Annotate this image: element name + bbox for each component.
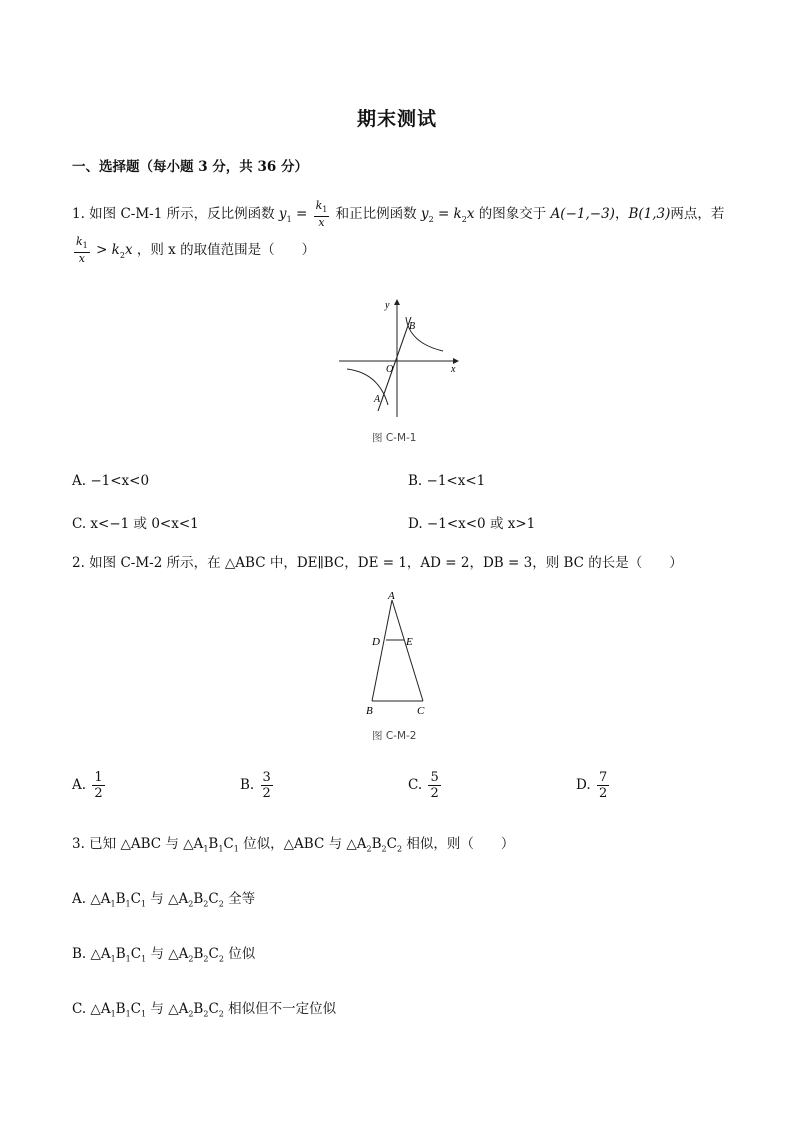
q2-option-c-num: 5 xyxy=(430,770,439,785)
q3-opt-a-t1: 2 xyxy=(188,899,194,909)
q3-opt-c-b2: B xyxy=(193,1001,204,1017)
q3-opt-a-prefix: A. △A xyxy=(72,891,111,907)
q1-option-d[interactable]: D. −1<x<0 或 x>1 xyxy=(408,516,536,532)
q1-y2-eq: = k xyxy=(437,206,462,223)
q3-option-b[interactable] xyxy=(72,942,255,964)
q2-option-d-den: 2 xyxy=(598,786,608,801)
q3-opt-a-tail: 全等 xyxy=(223,891,256,907)
q2-option-d[interactable] xyxy=(576,770,611,801)
q1-option-b[interactable]: B. −1<x<1 xyxy=(408,473,486,489)
q2-option-b-letter: B. xyxy=(240,777,255,793)
fig1-label-a: A xyxy=(374,394,381,405)
q3-a1-sub: 1 xyxy=(203,844,209,854)
q1-ineq-num-sub: 1 xyxy=(82,241,88,251)
q3-opt-a-yu: 与 △A xyxy=(146,891,189,907)
q3-opt-c-t3: 2 xyxy=(218,1009,224,1019)
q1-ineq-gt: > k xyxy=(96,242,120,259)
q1-option-c[interactable]: C. x<−1 或 0<x<1 xyxy=(72,516,199,532)
q3-opt-a-c2: C xyxy=(208,891,219,907)
q3-opt-a-t2: 2 xyxy=(203,899,209,909)
q2-option-a-letter: A. xyxy=(72,777,87,793)
q3-opt-c-yu: 与 △A xyxy=(146,1001,189,1017)
q3-opt-c-t2: 2 xyxy=(203,1009,209,1019)
q3-opt-b-t2: 2 xyxy=(203,954,209,964)
q2-option-a-fraction xyxy=(92,770,104,801)
q2-option-c-letter: C. xyxy=(408,777,423,793)
figure-c-m-1-caption: 图 C-M-1 xyxy=(372,432,417,444)
y-axis-arrow xyxy=(394,299,400,305)
q3-b2-sub: 2 xyxy=(381,844,387,854)
q3-option-a[interactable] xyxy=(72,887,255,909)
q3-opt-b-tail: 位似 xyxy=(223,946,256,962)
q3-opt-a-c1: C xyxy=(130,891,141,907)
q3-opt-b-b1: B xyxy=(115,946,126,962)
q1-point-b: B(1,3) xyxy=(628,206,671,223)
q1-ineq-num: k xyxy=(76,235,83,248)
q2-option-c-den: 2 xyxy=(430,786,439,801)
q1-comma: ， xyxy=(614,206,629,223)
figure-c-m-2-caption: 图 C-M-2 xyxy=(372,730,417,742)
q1-mid: 和正比例函数 xyxy=(335,206,417,223)
q3-opt-a-s1: 1 xyxy=(110,899,116,909)
q2-option-d-letter: D. xyxy=(576,777,591,793)
fig2-label-c: C xyxy=(417,705,425,717)
q3-opt-b-yu: 与 △A xyxy=(146,946,189,962)
q1-y2-x: x xyxy=(466,206,475,223)
side-ac xyxy=(392,600,423,701)
q2-option-c-fraction xyxy=(428,770,440,801)
q3-opt-c-c2: C xyxy=(208,1001,219,1017)
page-title: 期末测试 xyxy=(356,108,437,130)
q3-opt-c-prefix: C. △A xyxy=(72,1001,111,1017)
q3-opt-c-t1: 2 xyxy=(188,1009,194,1019)
q3-opt-a-s2: 1 xyxy=(125,899,131,909)
figure-c-m-2 xyxy=(360,588,440,720)
direct-proportion-line xyxy=(378,317,411,411)
q3-stem-start: 3. 已知 △ABC 与 △A xyxy=(72,836,204,852)
q1-y2-k-sub: 2 xyxy=(461,214,467,224)
fig2-label-e: E xyxy=(406,636,413,648)
q3-c1: C xyxy=(223,836,234,852)
fig1-label-y: y xyxy=(385,300,390,311)
q1-frac-num: k xyxy=(315,199,323,212)
q3-stem-end: 相似，则（ ） xyxy=(402,836,515,852)
q1-ineq-den: x xyxy=(78,252,85,266)
q3-opt-c-s3: 1 xyxy=(141,1009,147,1019)
q3-opt-b-t1: 2 xyxy=(188,954,194,964)
q1-frac-num-sub: 1 xyxy=(322,205,328,215)
q1-tail: 的图象交于 xyxy=(478,206,547,223)
q2-option-a[interactable] xyxy=(72,770,107,801)
q2-option-a-den: 2 xyxy=(94,786,103,801)
q2-option-a-num: 1 xyxy=(94,770,103,785)
q2-option-b[interactable] xyxy=(240,770,275,801)
q1-y1: y xyxy=(278,206,287,223)
q1-point-a: A(−1,−3) xyxy=(550,206,615,223)
q1-y2-sub: 2 xyxy=(428,214,434,224)
fig2-label-a: A xyxy=(388,590,395,602)
q2-option-b-den: 2 xyxy=(262,786,271,801)
q3-opt-a-s3: 1 xyxy=(140,899,147,909)
q1-ineq-fraction xyxy=(74,236,90,265)
q3-opt-c-s1: 1 xyxy=(110,1009,116,1019)
question-1-line-2 xyxy=(72,236,315,265)
q3-opt-b-s2: 1 xyxy=(125,954,131,964)
q3-opt-c-b1: B xyxy=(115,1001,126,1017)
q3-opt-b-b2: B xyxy=(193,946,204,962)
q1-fraction xyxy=(314,200,330,229)
q3-opt-c-tail: 相似但不一定位似 xyxy=(223,1001,337,1017)
q2-option-b-num: 3 xyxy=(262,770,271,785)
q3-opt-b-c1: C xyxy=(130,946,142,962)
q3-b1-sub: 1 xyxy=(218,844,224,854)
q3-opt-c-c1: C xyxy=(130,1001,142,1017)
fig2-label-b: B xyxy=(366,705,373,717)
q3-opt-a-t3: 2 xyxy=(218,899,224,909)
q3-opt-a-b2: B xyxy=(193,891,204,907)
fig1-label-x: x xyxy=(451,364,456,375)
fig2-label-d: D xyxy=(372,636,380,648)
q1-y2: y xyxy=(420,206,429,223)
q3-opt-c-s2: 1 xyxy=(125,1009,131,1019)
figure-c-m-1 xyxy=(335,295,465,425)
fig1-label-b: B xyxy=(409,321,416,332)
side-ab xyxy=(372,600,392,701)
q3-b1: B xyxy=(208,836,219,852)
q3-opt-b-s1: 1 xyxy=(110,954,116,964)
q3-opt-b-prefix: B. △A xyxy=(72,946,111,962)
q3-opt-b-c2: C xyxy=(208,946,219,962)
q1-tail2: 两点，若 xyxy=(670,206,725,223)
q3-c1-sub: 1 xyxy=(233,844,239,854)
q3-opt-b-t3: 2 xyxy=(218,954,224,964)
q3-a2-sub: 2 xyxy=(366,844,372,854)
question-1-line-1 xyxy=(72,200,724,229)
q3-b2: B xyxy=(371,836,382,852)
q3-stem-mid: 位似，△ABC 与 △A xyxy=(238,836,367,852)
question-3-stem xyxy=(72,832,514,854)
question-2-stem: 2. 如图 C-M-2 所示，在 △ABC 中，DE∥BC，DE = 1，AD = 2，DB = 3，则 BC 的长是（ ） xyxy=(72,555,683,571)
q3-opt-a-b1: B xyxy=(115,891,126,907)
q1-y1-sub: 1 xyxy=(286,214,292,224)
q2-option-c[interactable] xyxy=(408,770,443,801)
section-header: 一、选择题（每小题 3 分，共 36 分） xyxy=(72,159,308,175)
q1-ineq-k-sub: 2 xyxy=(119,250,125,260)
q3-opt-b-s3: 1 xyxy=(141,954,147,964)
q2-option-d-num: 7 xyxy=(598,770,608,785)
q1-line2-tail: ，则 x 的取值范围是（ ） xyxy=(136,242,316,259)
q1-lead: 1. 如图 C-M-1 所示，反比例函数 xyxy=(72,206,275,223)
q1-ineq-x: x xyxy=(124,242,133,259)
fig1-label-o: O xyxy=(386,364,394,375)
q1-option-a[interactable]: A. −1<x<0 xyxy=(72,473,150,489)
q3-option-c[interactable] xyxy=(72,997,336,1019)
q1-eq: = xyxy=(295,206,308,223)
q2-option-b-fraction xyxy=(261,770,273,801)
q3-c2-sub: 2 xyxy=(396,844,403,854)
q2-option-d-fraction xyxy=(597,770,609,801)
q3-c2: C xyxy=(386,836,397,852)
q1-frac-den: x xyxy=(318,216,325,230)
